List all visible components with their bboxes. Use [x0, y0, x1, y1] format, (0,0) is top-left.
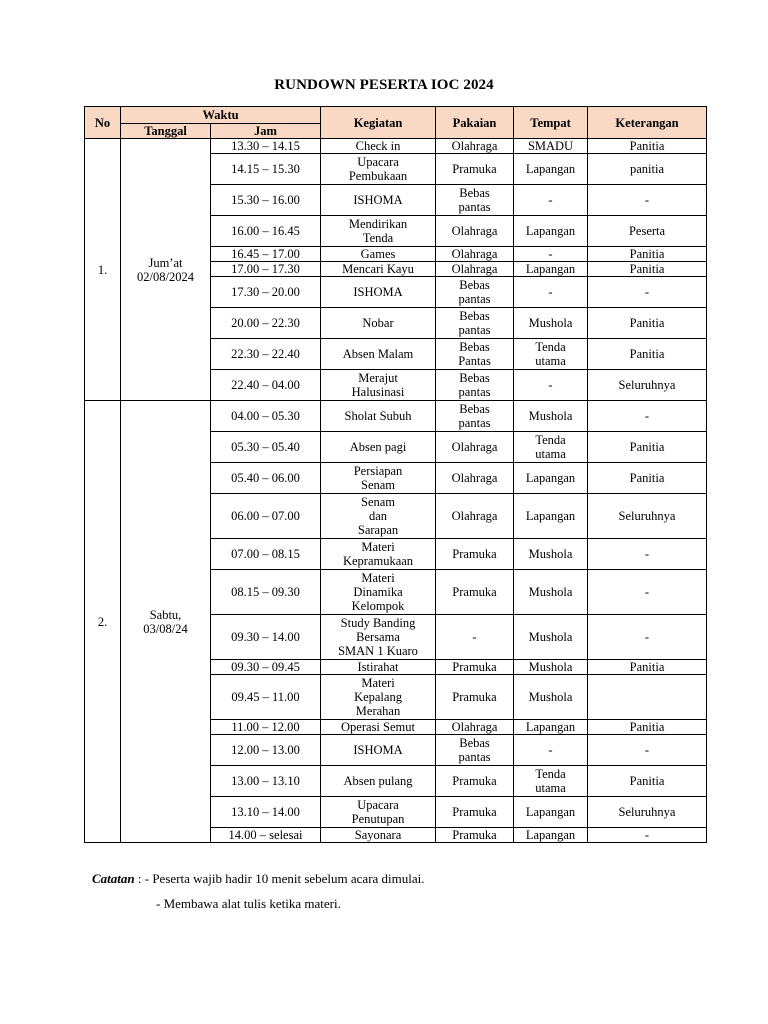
cell-pakaian: Olahraga [436, 494, 514, 539]
cell-keterangan: - [588, 828, 707, 843]
cell-pakaian: Olahraga [436, 247, 514, 262]
cell-tempat: Lapangan [514, 720, 588, 735]
day-date: Sabtu, 03/08/24 [121, 401, 211, 843]
cell-jam: 04.00 – 05.30 [211, 401, 321, 432]
cell-keterangan: Panitia [588, 139, 707, 154]
cell-tempat: Tenda utama [514, 339, 588, 370]
cell-pakaian: Bebas pantas [436, 370, 514, 401]
notes-line-1 [92, 871, 425, 887]
cell-keterangan: panitia [588, 154, 707, 185]
cell-kegiatan: Merajut Halusinasi [321, 370, 436, 401]
cell-pakaian: Bebas pantas [436, 185, 514, 216]
cell-jam: 11.00 – 12.00 [211, 720, 321, 735]
cell-kegiatan: Istirahat [321, 660, 436, 675]
cell-kegiatan: Sholat Subuh [321, 401, 436, 432]
cell-tempat: - [514, 247, 588, 262]
table-row [85, 401, 707, 432]
cell-pakaian: Pramuka [436, 570, 514, 615]
header-tempat: Tempat [514, 107, 588, 139]
rundown-table [84, 106, 707, 843]
table-row [85, 139, 707, 154]
rundown-body [85, 139, 707, 843]
cell-jam: 17.00 – 17.30 [211, 262, 321, 277]
cell-keterangan: Panitia [588, 463, 707, 494]
cell-pakaian: Olahraga [436, 463, 514, 494]
cell-jam: 15.30 – 16.00 [211, 185, 321, 216]
cell-jam: 12.00 – 13.00 [211, 735, 321, 766]
cell-jam: 09.45 – 11.00 [211, 675, 321, 720]
cell-tempat: Lapangan [514, 828, 588, 843]
cell-keterangan: - [588, 735, 707, 766]
notes-line-2: - Membawa alat tulis ketika materi. [156, 896, 341, 911]
cell-jam: 09.30 – 09.45 [211, 660, 321, 675]
cell-pakaian: Bebas Pantas [436, 339, 514, 370]
cell-tempat: - [514, 735, 588, 766]
cell-pakaian: Pramuka [436, 828, 514, 843]
cell-pakaian: Olahraga [436, 432, 514, 463]
cell-tempat: Lapangan [514, 216, 588, 247]
cell-jam: 13.10 – 14.00 [211, 797, 321, 828]
header-no: No [85, 107, 121, 139]
cell-jam: 06.00 – 07.00 [211, 494, 321, 539]
cell-jam: 07.00 – 08.15 [211, 539, 321, 570]
cell-jam: 22.40 – 04.00 [211, 370, 321, 401]
cell-kegiatan: Sayonara [321, 828, 436, 843]
cell-keterangan: Panitia [588, 262, 707, 277]
cell-jam: 13.00 – 13.10 [211, 766, 321, 797]
cell-tempat: Lapangan [514, 154, 588, 185]
cell-tempat: - [514, 185, 588, 216]
cell-pakaian: Pramuka [436, 154, 514, 185]
cell-tempat: Lapangan [514, 494, 588, 539]
cell-jam: 14.00 – selesai [211, 828, 321, 843]
cell-kegiatan: Mendirikan Tenda [321, 216, 436, 247]
cell-pakaian: Olahraga [436, 720, 514, 735]
day-number: 1. [85, 139, 121, 401]
cell-keterangan: Peserta [588, 216, 707, 247]
day-date: Jum’at 02/08/2024 [121, 139, 211, 401]
cell-kegiatan: Operasi Semut [321, 720, 436, 735]
cell-kegiatan: Nobar [321, 308, 436, 339]
cell-tempat: Mushola [514, 615, 588, 660]
cell-jam: 16.00 – 16.45 [211, 216, 321, 247]
cell-tempat: Mushola [514, 660, 588, 675]
cell-kegiatan: Materi Kepramukaan [321, 539, 436, 570]
header-tanggal: Tanggal [121, 124, 211, 139]
cell-kegiatan: Upacara Pembukaan [321, 154, 436, 185]
cell-kegiatan: Senam dan Sarapan [321, 494, 436, 539]
cell-keterangan: Panitia [588, 339, 707, 370]
header-keterangan: Keterangan [588, 107, 707, 139]
cell-pakaian: Pramuka [436, 797, 514, 828]
cell-tempat: Tenda utama [514, 432, 588, 463]
cell-keterangan: Seluruhnya [588, 797, 707, 828]
cell-tempat: Lapangan [514, 797, 588, 828]
cell-keterangan: Panitia [588, 660, 707, 675]
cell-tempat: SMADU [514, 139, 588, 154]
cell-keterangan: - [588, 401, 707, 432]
cell-pakaian: Olahraga [436, 262, 514, 277]
cell-pakaian: Pramuka [436, 539, 514, 570]
cell-kegiatan: ISHOMA [321, 735, 436, 766]
cell-tempat: Tenda utama [514, 766, 588, 797]
cell-keterangan: Panitia [588, 308, 707, 339]
cell-tempat: Lapangan [514, 463, 588, 494]
cell-pakaian: Olahraga [436, 216, 514, 247]
cell-keterangan [588, 675, 707, 720]
cell-keterangan: - [588, 539, 707, 570]
header-jam: Jam [211, 124, 321, 139]
cell-keterangan: Seluruhnya [588, 370, 707, 401]
cell-kegiatan: Mencari Kayu [321, 262, 436, 277]
cell-pakaian: - [436, 615, 514, 660]
cell-jam: 09.30 – 14.00 [211, 615, 321, 660]
notes-separator: : [134, 871, 145, 886]
cell-tempat: - [514, 277, 588, 308]
cell-pakaian: Pramuka [436, 766, 514, 797]
cell-keterangan: Panitia [588, 247, 707, 262]
cell-jam: 16.45 – 17.00 [211, 247, 321, 262]
cell-kegiatan: Materi Dinamika Kelompok [321, 570, 436, 615]
cell-kegiatan: Absen pulang [321, 766, 436, 797]
cell-jam: 13.30 – 14.15 [211, 139, 321, 154]
cell-jam: 17.30 – 20.00 [211, 277, 321, 308]
notes-label: Catatan [92, 871, 135, 886]
cell-tempat: Mushola [514, 539, 588, 570]
cell-kegiatan: ISHOMA [321, 277, 436, 308]
cell-pakaian: Bebas pantas [436, 735, 514, 766]
page-title: RUNDOWN PESERTA IOC 2024 [274, 77, 494, 93]
cell-keterangan: Panitia [588, 432, 707, 463]
cell-tempat: Lapangan [514, 262, 588, 277]
header-waktu: Waktu [121, 107, 321, 124]
cell-jam: 08.15 – 09.30 [211, 570, 321, 615]
cell-kegiatan: Materi Kepalang Merahan [321, 675, 436, 720]
cell-tempat: Mushola [514, 675, 588, 720]
cell-jam: 20.00 – 22.30 [211, 308, 321, 339]
cell-jam: 05.30 – 05.40 [211, 432, 321, 463]
cell-jam: 05.40 – 06.00 [211, 463, 321, 494]
cell-keterangan: - [588, 185, 707, 216]
cell-tempat: Mushola [514, 401, 588, 432]
day-number: 2. [85, 401, 121, 843]
cell-pakaian: Bebas pantas [436, 277, 514, 308]
cell-keterangan: Seluruhnya [588, 494, 707, 539]
cell-keterangan: - [588, 615, 707, 660]
cell-jam: 14.15 – 15.30 [211, 154, 321, 185]
cell-kegiatan: Absen pagi [321, 432, 436, 463]
cell-tempat: Mushola [514, 308, 588, 339]
cell-kegiatan: Games [321, 247, 436, 262]
cell-pakaian: Pramuka [436, 675, 514, 720]
header-kegiatan: Kegiatan [321, 107, 436, 139]
cell-keterangan: Panitia [588, 766, 707, 797]
cell-kegiatan: Absen Malam [321, 339, 436, 370]
cell-kegiatan: Check in [321, 139, 436, 154]
cell-pakaian: Olahraga [436, 139, 514, 154]
cell-tempat: Mushola [514, 570, 588, 615]
notes-text-1: - Peserta wajib hadir 10 menit sebelum acara dimulai. [144, 871, 425, 886]
cell-pakaian: Pramuka [436, 660, 514, 675]
cell-tempat: - [514, 370, 588, 401]
cell-kegiatan: ISHOMA [321, 185, 436, 216]
cell-pakaian: Bebas pantas [436, 401, 514, 432]
cell-keterangan: - [588, 277, 707, 308]
cell-jam: 22.30 – 22.40 [211, 339, 321, 370]
header-pakaian: Pakaian [436, 107, 514, 139]
cell-kegiatan: Upacara Penutupan [321, 797, 436, 828]
cell-kegiatan: Study Banding Bersama SMAN 1 Kuaro [321, 615, 436, 660]
cell-kegiatan: Persiapan Senam [321, 463, 436, 494]
cell-pakaian: Bebas pantas [436, 308, 514, 339]
cell-keterangan: Panitia [588, 720, 707, 735]
cell-keterangan: - [588, 570, 707, 615]
